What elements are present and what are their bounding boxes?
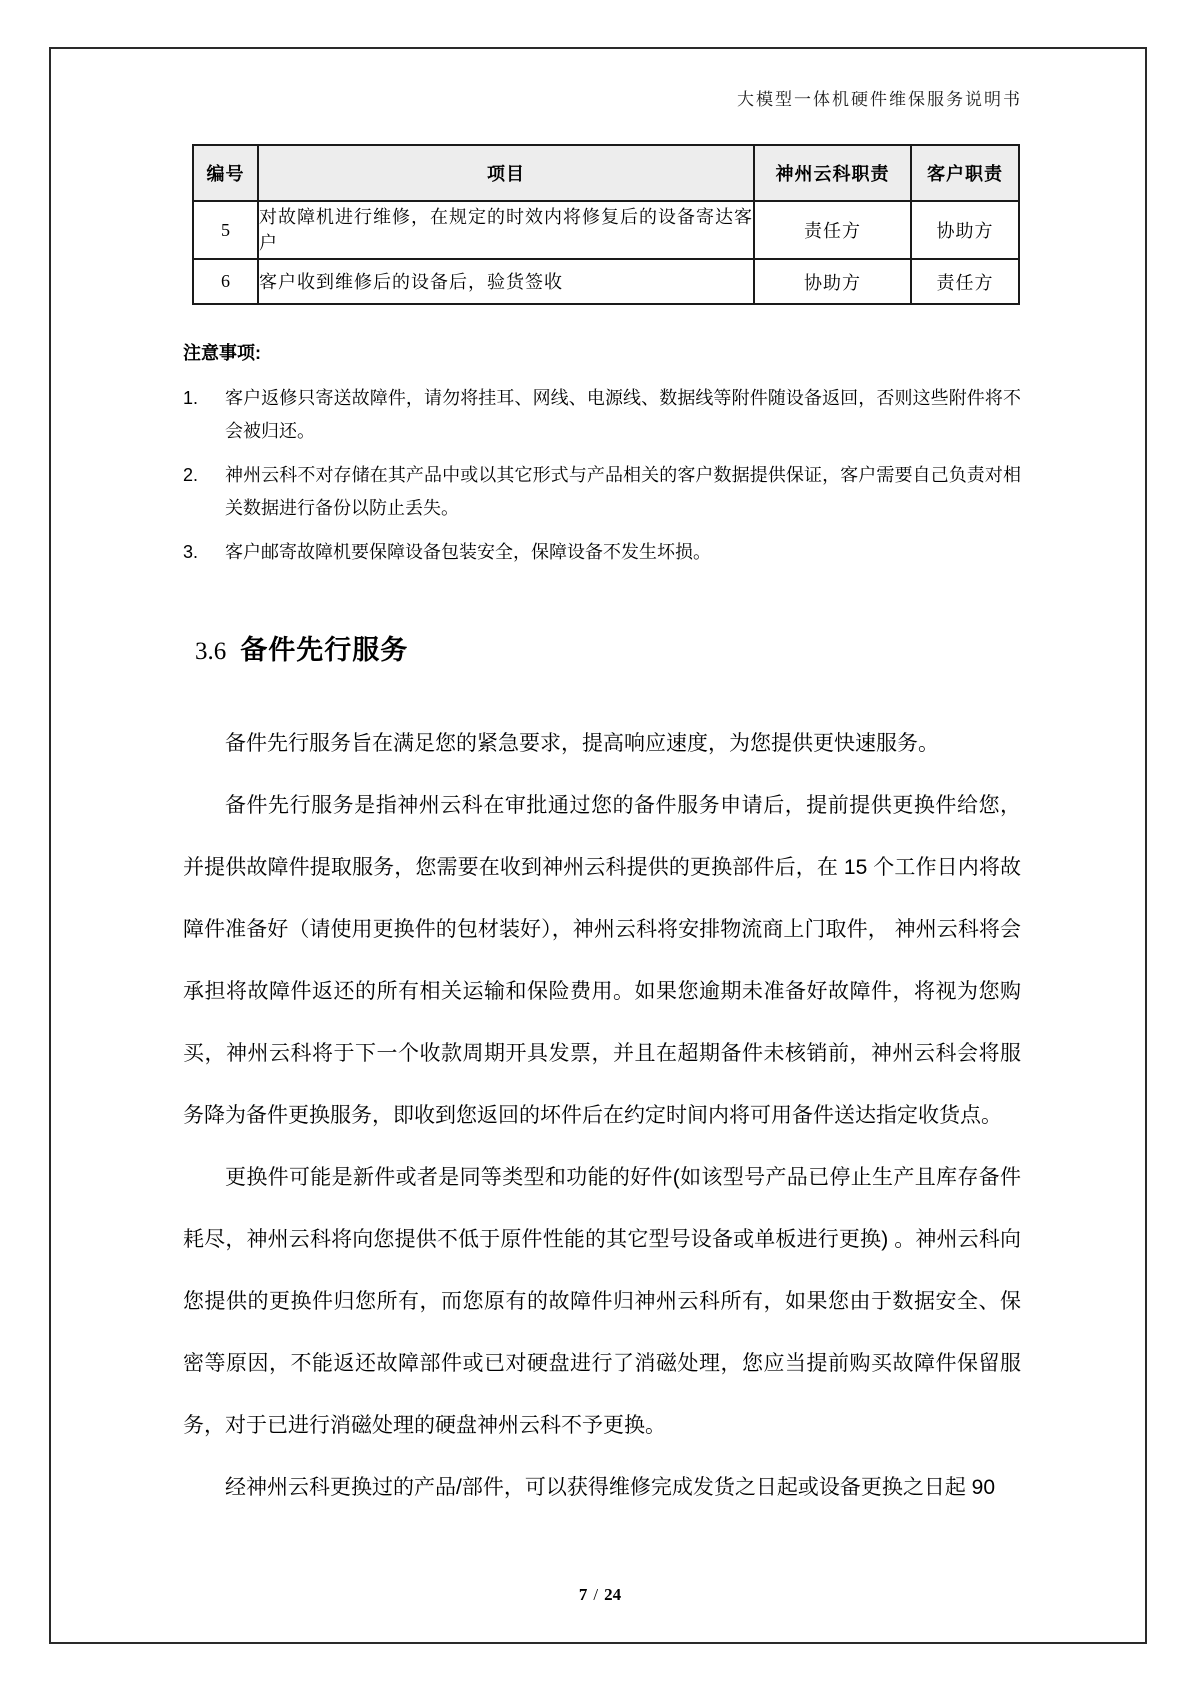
- table-row: [193, 259, 1019, 304]
- cell-vendor-role: 协助方: [754, 259, 911, 304]
- list-item-text: 客户返修只寄送故障件，请勿将挂耳、网线、电源线、数据线等附件随设备返回，否则这些附件将不会被归还。: [225, 388, 1021, 441]
- page-number-separator: /: [593, 1585, 599, 1604]
- cell-customer-role: 责任方: [911, 259, 1019, 304]
- column-header-number: 编号: [193, 145, 258, 201]
- cell-row-number: 5: [193, 201, 258, 259]
- cell-item-text: 对故障机进行维修，在规定的时效内将修复后的设备寄达客户: [258, 201, 754, 259]
- responsibility-table: [192, 144, 1020, 305]
- document-header-title: 大模型一体机硬件维保服务说明书: [737, 90, 1022, 109]
- cell-row-number: 6: [193, 259, 258, 304]
- paragraph: 备件先行服务是指神州云科在审批通过您的备件服务申请后，提前提供更换件给您，并提供故障件提取服务，您需要在收到神州云科提供的更换部件后，在 15 个工作日内将故障件准备好（请使用更换件的包材装好），神州云科将安排物流商上门取件， 神州云科将会承担将故障件返还的所有相关运输和保险费用。如果您逾期未准备好故障件，将视为您购买，神州云科将于下一个收款周期开具发票，并且在超期备件未核销前，神州云科会将服务降为备件更换服务，即收到您返回的坏件后在约定时间内将可用备件送达指定收货点。: [183, 794, 1021, 1127]
- column-header-item: 项目: [258, 145, 754, 201]
- column-header-customer-role: 客户职责: [911, 145, 1019, 201]
- list-item-number: 1.: [183, 388, 199, 408]
- cell-customer-role: 协助方: [911, 201, 1019, 259]
- list-item-number: 2.: [183, 465, 199, 485]
- paragraph: 更换件可能是新件或者是同等类型和功能的好件(如该型号产品已停止生产且库存备件耗尽，神州云科将向您提供不低于原件性能的其它型号设备或单板进行更换) 。神州云科向您提供的更换件归您所有，而您原有的故障件归神州云科所有，如果您由于数据安全、保密等原因，不能返还故障部件或已对硬盘进行了消磁处理，您应当提前购买故障件保留服务，对于已进行消磁处理的硬盘神州云科不予更换。: [183, 1166, 1021, 1437]
- list-item-number: 3.: [183, 542, 199, 562]
- notes-heading: 注意事项:: [183, 343, 261, 363]
- paragraph: 备件先行服务旨在满足您的紧急要求，提高响应速度，为您提供更快速服务。: [225, 732, 939, 755]
- body-paragraphs: [183, 713, 1021, 1519]
- page-number-footer: [0, 1585, 1200, 1605]
- list-item-text: 神州云科不对存储在其产品中或以其它形式与产品相关的客户数据提供保证，客户需要自己负责对相关数据进行备份以防止丢失。: [225, 465, 1021, 518]
- list-item: [183, 536, 1021, 569]
- section-title: 备件先行服务: [240, 635, 409, 665]
- page-number: 7: [578, 1585, 588, 1604]
- notes-section: [183, 340, 1021, 580]
- paragraph: 经神州云科更换过的产品/部件，可以获得维修完成发货之日起或设备更换之日起 90: [225, 1476, 996, 1499]
- list-item: [183, 382, 1021, 448]
- table-header-row: [193, 145, 1019, 201]
- section-heading: [195, 628, 408, 667]
- list-item: [183, 459, 1021, 525]
- cell-item-text: 客户收到维修后的设备后，验货签收: [258, 259, 754, 304]
- page-total: 24: [604, 1585, 622, 1604]
- cell-vendor-role: 责任方: [754, 201, 911, 259]
- section-number: 3.6: [195, 638, 227, 665]
- column-header-vendor-role: 神州云科职责: [754, 145, 911, 201]
- list-item-text: 客户邮寄故障机要保障设备包装安全，保障设备不发生坏损。: [225, 542, 711, 562]
- table-row: [193, 201, 1019, 259]
